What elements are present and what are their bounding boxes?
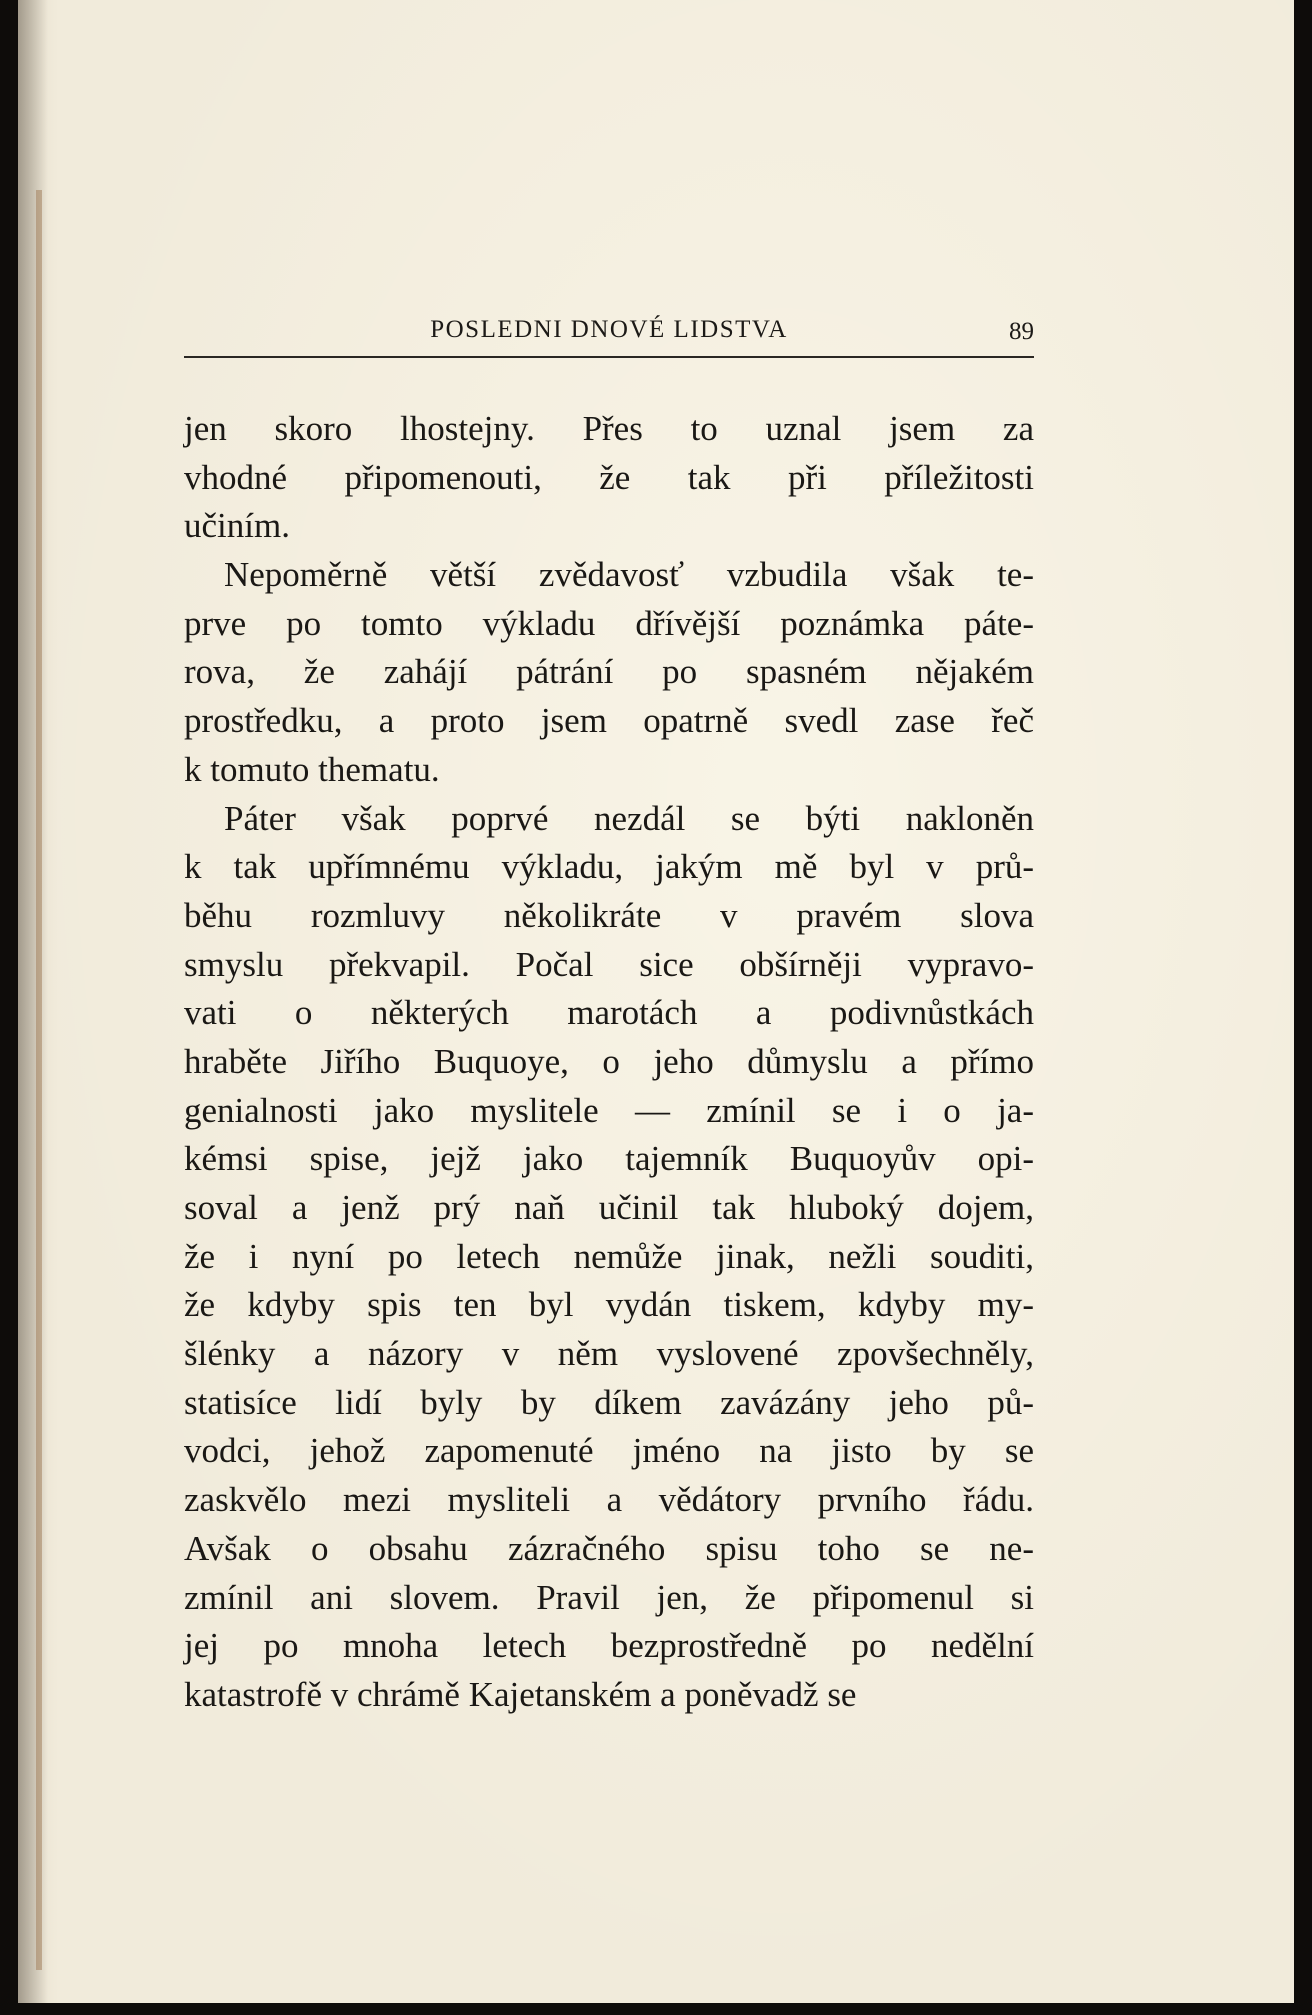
page-edge-stripe <box>36 190 42 1970</box>
text-line: prve po tomto výkladu dřívější poznámka páte- <box>184 603 1034 643</box>
scan-right-border <box>1294 0 1312 2015</box>
text-line: kémsi spise, jejž jako tajemník Buquoyův opi- <box>184 1139 1034 1179</box>
text-line: smyslu překvapil. Počal sice obšírněji vypravo- <box>184 944 1034 984</box>
text-line: učiním. <box>184 506 290 546</box>
text-line: vati o některých marotách a podivnůstkách <box>184 993 1034 1033</box>
text-line: prostředku, a proto jsem opatrně svedl zase řeč <box>184 701 1034 741</box>
spine-shadow <box>18 0 48 2003</box>
text-line: zmínil ani slovem. Pravil jen, že připomenul si <box>184 1577 1034 1617</box>
body-text <box>184 405 1034 1720</box>
header-rule <box>184 356 1034 358</box>
running-title: POSLEDNI DNOVÉ LIDSTVA <box>430 316 788 343</box>
text-line: rova, že zahájí pátrání po spasném nějakém <box>184 652 1034 692</box>
text-line: jej po mnoha letech bezprostředně po nedělní <box>184 1626 1034 1666</box>
text-line: že i nyní po letech nemůže jinak, nežli souditi, <box>184 1236 1034 1276</box>
page-number: 89 <box>1009 318 1034 345</box>
text-line: k tomuto thematu. <box>184 749 440 789</box>
text-line: soval a jenž prý naň učinil tak hluboký dojem, <box>184 1188 1034 1227</box>
text-line: jen skoro lhostejny. Přes to uznal jsem za <box>184 409 1034 448</box>
text-line: katastrofě v chrámě Kajetanském a poněvadž se <box>184 1674 857 1714</box>
text-line: k tak upřímnému výkladu, jakým mě byl v prů- <box>184 847 1034 887</box>
text-line: že kdyby spis ten byl vydán tiskem, kdyby my- <box>184 1285 1034 1325</box>
text-line: Avšak o obsahu zázračného spisu toho se ne- <box>184 1528 1034 1568</box>
text-line: vhodné připomenouti, že tak při příležitosti <box>184 457 1034 497</box>
text-line: zaskvělo mezi mysliteli a vědátory prvního řádu. <box>184 1480 1034 1520</box>
text-line: Nepoměrně větší zvědavosť vzbudila však te- <box>224 555 1034 595</box>
scan-bottom-border <box>0 2003 1312 2015</box>
text-line: běhu rozmluvy několikráte v pravém slova <box>184 895 1034 935</box>
text-line: genialnosti jako myslitele — zmínil se i o ja- <box>184 1090 1034 1130</box>
text-line: Páter však poprvé nezdál se býti nakloněn <box>224 798 1034 838</box>
text-line: vodci, jehož zapomenuté jméno na jisto by se <box>184 1431 1034 1471</box>
text-line: hraběte Jiřího Buquoye, o jeho důmyslu a přímo <box>184 1041 1034 1081</box>
text-line: statisíce lidí byly by díkem zavázány jeho pů- <box>184 1382 1034 1422</box>
running-header <box>184 310 1034 352</box>
text-line: šlénky a názory v něm vyslovené zpovšechněly, <box>184 1334 1034 1374</box>
